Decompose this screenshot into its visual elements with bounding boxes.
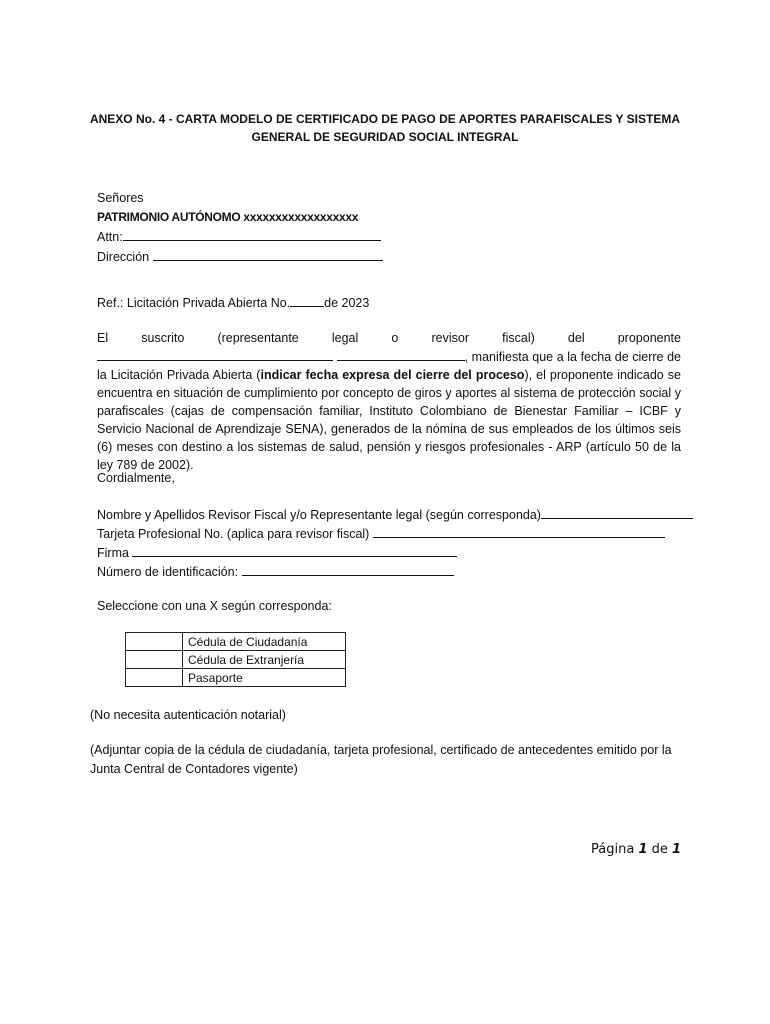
checkbox-cell-cedula-ciudadania[interactable] bbox=[126, 633, 183, 651]
body-part-1: El suscrito (representante legal o revisor fiscal) del proponente bbox=[97, 331, 681, 345]
selection-instruction: Seleccione con una X según corresponda: bbox=[97, 599, 332, 613]
card-label: Tarjeta Profesional No. (aplica para revisor fiscal) bbox=[97, 527, 370, 541]
attn-blank bbox=[123, 227, 381, 241]
reference-line bbox=[97, 293, 369, 313]
authentication-note: (No necesita autenticación notarial) bbox=[90, 708, 286, 722]
title-line-2: GENERAL DE SEGURIDAD SOCIAL INTEGRAL bbox=[251, 130, 519, 144]
body-part-2: , manifiesta que a la fecha de cierre de la Licitación Privada Abierta ( bbox=[97, 350, 682, 382]
of-label: de bbox=[651, 842, 668, 857]
name-label: Nombre y Apellidos Revisor Fiscal y/o Representante legal (según corresponda) bbox=[97, 508, 541, 522]
page-label: Página bbox=[591, 842, 635, 857]
reference-number-blank bbox=[290, 293, 324, 307]
name-line bbox=[97, 505, 693, 524]
id-type-table bbox=[125, 632, 346, 687]
signature-blank bbox=[132, 543, 457, 557]
option-label: Cédula de Extranjería bbox=[183, 651, 346, 669]
id-line bbox=[97, 562, 693, 581]
proponent-blank-2 bbox=[337, 347, 465, 361]
id-label: Número de identificación: bbox=[97, 565, 239, 579]
attn-label: Attn: bbox=[97, 230, 123, 244]
reference-prefix: Ref.: Licitación Privada Abierta No. bbox=[97, 296, 291, 310]
table-row bbox=[126, 651, 346, 669]
attn-line bbox=[97, 227, 383, 247]
page-total: 1 bbox=[672, 842, 682, 857]
address-label: Dirección bbox=[97, 250, 150, 264]
signature-block bbox=[97, 505, 693, 581]
page-number bbox=[591, 842, 681, 857]
checkbox-cell-cedula-extranjeria[interactable] bbox=[126, 651, 183, 669]
signature-line bbox=[97, 543, 693, 562]
option-label: Cédula de Ciudadanía bbox=[183, 633, 346, 651]
body-paragraph bbox=[97, 329, 681, 474]
body-emphasis: indicar fecha expresa del cierre del proceso bbox=[260, 368, 525, 382]
table-row bbox=[126, 633, 346, 651]
addressee-block bbox=[97, 189, 383, 267]
reference-suffix: de 2023 bbox=[324, 296, 370, 310]
card-line bbox=[97, 524, 693, 543]
name-blank bbox=[541, 505, 693, 519]
id-blank bbox=[242, 562, 454, 576]
salutation: Señores bbox=[97, 191, 144, 205]
card-blank bbox=[373, 524, 665, 538]
addressee-entity: PATRIMONIO AUTÓNOMO xxxxxxxxxxxxxxxxxx bbox=[97, 210, 359, 224]
option-label: Pasaporte bbox=[183, 669, 346, 687]
page-current: 1 bbox=[638, 842, 648, 857]
title-line-1: ANEXO No. 4 - CARTA MODELO DE CERTIFICADO DE PAGO DE APORTES PARAFISCALES Y SISTEMA bbox=[89, 112, 681, 126]
address-blank bbox=[153, 247, 383, 261]
document-title bbox=[80, 110, 690, 146]
proponent-blank-1 bbox=[97, 347, 333, 361]
checkbox-cell-pasaporte[interactable] bbox=[126, 669, 183, 687]
attachments-note: (Adjuntar copia de la cédula de ciudadanía, tarjeta profesional, certificado de antecedentes emitido por la Junta Central de Contadores vigente) bbox=[90, 743, 672, 776]
table-row bbox=[126, 669, 346, 687]
body-part-3: ), el proponente indicado se encuentra en situación de cumplimiento por concepto de giros y aportes al sistema de protección social y parafiscales (cajas de compensación familiar, Instituto Colombiano de Bienestar Familiar – ICBF y Servicio Nacional de Aprendizaje SENA), generados de la nómina de sus empleados de los últimos seis (6) meses con destino a los sistemas de salud, pensión y riesgos profesionales - ARP (artículo 50 de la ley 789 de 2002). bbox=[97, 368, 682, 472]
signature-label: Firma bbox=[97, 546, 129, 560]
address-line bbox=[97, 247, 383, 267]
closing: Cordialmente, bbox=[97, 471, 175, 485]
